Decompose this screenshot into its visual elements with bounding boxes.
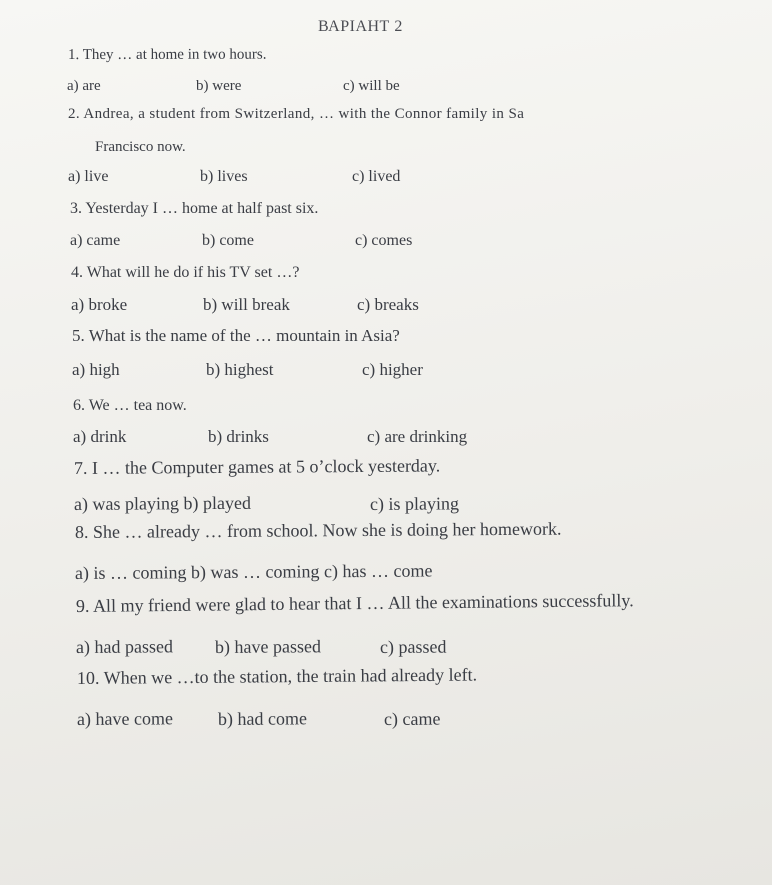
- question-10-option-a: a) have come: [76, 708, 174, 729]
- question-6: 6. We … tea now.: [73, 397, 187, 414]
- question-1-option-b: b) were: [196, 78, 242, 94]
- question-3-option-c: c) comes: [355, 232, 413, 249]
- question-7-options-ab: a) was playing b) played: [73, 492, 252, 514]
- question-2-continuation: Francisco now.: [95, 139, 186, 155]
- question-10: 10. When we …to the station, the train had already left.: [76, 664, 478, 688]
- question-1: 1. They … at home in two hours.: [67, 46, 267, 63]
- question-4-option-b: b) will break: [203, 295, 290, 314]
- question-2-option-b: b) lives: [200, 168, 248, 185]
- question-2: 2. Andrea, a student from Switzerland, … with the Connor family in Sa: [68, 106, 525, 122]
- question-6-option-b: b) drinks: [208, 427, 269, 446]
- question-4: 4. What will he do if his TV set …?: [71, 264, 300, 281]
- question-5-option-a: a) high: [72, 360, 120, 379]
- question-9-option-a: a) had passed: [75, 636, 174, 657]
- question-6-option-c: c) are drinking: [367, 427, 468, 446]
- question-2-option-c: c) lived: [352, 168, 401, 185]
- question-9-option-b: b) have passed: [214, 636, 322, 657]
- question-4-option-c: c) breaks: [357, 295, 419, 314]
- question-8: 8. She … already … from school. Now she is doing her homework.: [74, 518, 562, 542]
- question-5-option-b: b) highest: [206, 360, 274, 379]
- question-1-option-c: c) will be: [343, 78, 400, 94]
- question-2-option-a: a) live: [68, 168, 109, 185]
- question-1-option-a: a) are: [67, 78, 101, 94]
- question-9: 9. All my friend were glad to hear that I … All the examinations successfully.: [75, 590, 634, 616]
- question-5: 5. What is the name of the … mountain in Asia?: [72, 326, 400, 345]
- question-9-option-c: c) passed: [379, 636, 447, 657]
- worksheet-title: ВАРІАНТ 2: [318, 18, 403, 35]
- question-3: 3. Yesterday I … home at half past six.: [70, 200, 319, 217]
- question-10-option-b: b) had come: [217, 708, 308, 729]
- question-4-option-a: a) broke: [71, 295, 128, 314]
- question-7-option-c: c) is playing: [369, 493, 460, 514]
- question-7: 7. I … the Computer games at 5 o’clock yesterday.: [73, 455, 441, 478]
- question-6-option-a: a) drink: [73, 427, 127, 446]
- question-3-option-a: a) came: [70, 232, 121, 249]
- question-3-option-b: b) come: [202, 232, 254, 249]
- question-10-option-c: c) came: [383, 708, 441, 729]
- question-5-option-c: c) higher: [362, 360, 423, 379]
- question-8-options: a) is … coming b) was … coming c) has … come: [74, 560, 433, 583]
